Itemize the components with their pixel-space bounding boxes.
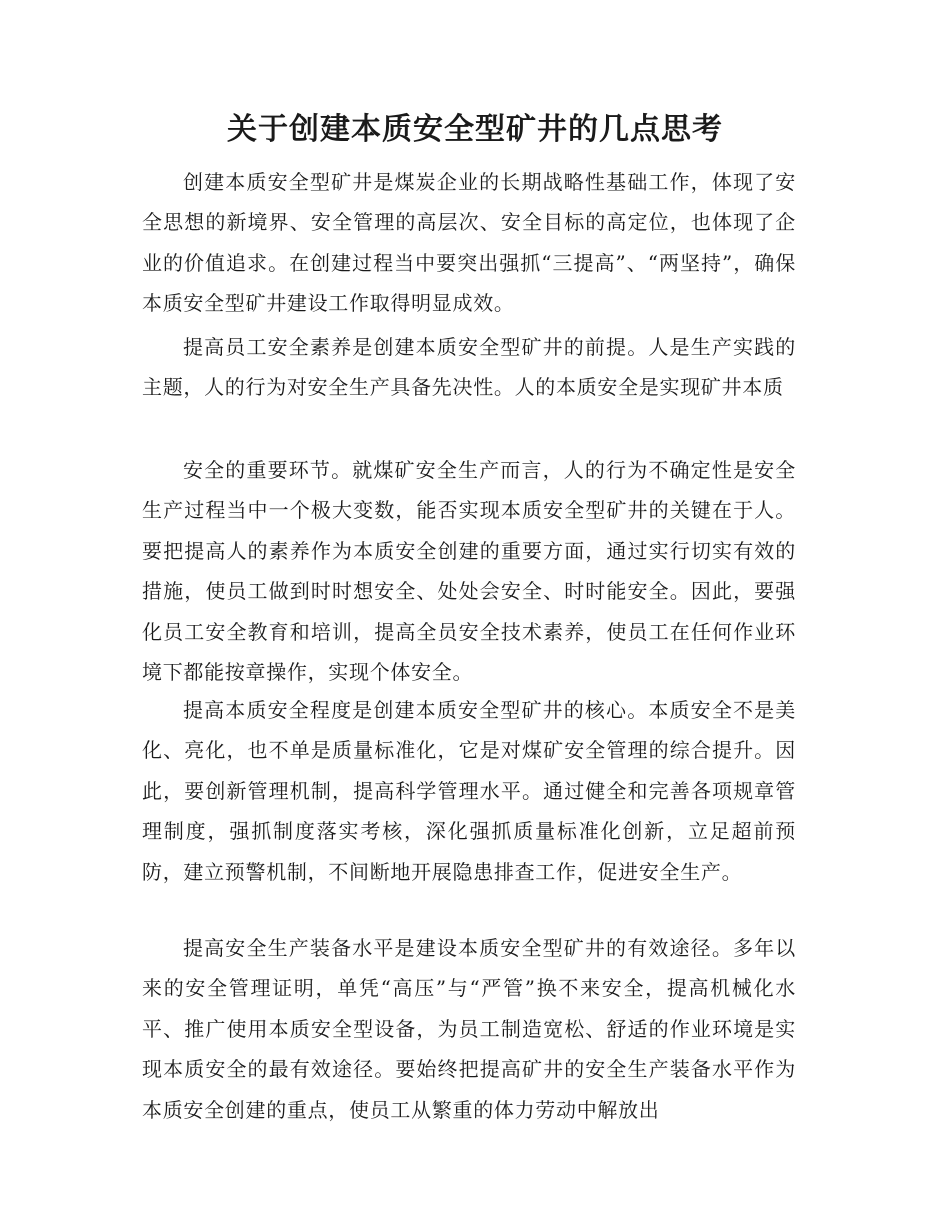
document-title: 关于创建本质安全型矿井的几点思考 [227,112,723,147]
paragraph-4: 提高本质安全程度是创建本质安全型矿井的核心。本质安全不是美化、亮化，也不单是质量标准化，它是对煤矿安全管理的综合提升。因此，要创新管理机制，提高科学管理水平。通过健全和完善各项规章管理制度，强抓制度落实考核，深化强抓质量标准化创新，立足超前预防，建立预警机制，不间断地开展隐患排查工作，促进安全生产。 [142,698,796,884]
paragraph-2: 提高员工安全素养是创建本质安全型矿井的前提。人是生产实践的主题，人的行为对安全生产具备先决性。人的本质安全是实现矿井本质 [142,335,796,400]
paragraph-5: 提高安全生产装备水平是建设本质安全型矿井的有效途径。多年以来的安全管理证明，单凭“高压”与“严管”换不来安全，提高机械化水平、推广使用本质安全型设备，为员工制造宽松、舒适的作业环境是实现本质安全的最有效途径。要始终把提高矿井的安全生产装备水平作为本质安全创建的重点，使员工从繁重的体力劳动中解放出 [142,936,796,1122]
paragraph-1: 创建本质安全型矿井是煤炭企业的长期战略性基础工作，体现了安全思想的新境界、安全管理的高层次、安全目标的高定位，也体现了企业的价值追求。在创建过程当中要突出强抓“三提高”、“两坚持”，确保本质安全型矿井建设工作取得明显成效。 [142,170,796,316]
paragraph-3: 安全的重要环节。就煤矿安全生产而言，人的行为不确定性是安全生产过程当中一个极大变数，能否实现本质安全型矿井的关键在于人。要把提高人的素养作为本质安全创建的重要方面，通过实行切实有效的措施，使员工做到时时想安全、处处会安全、时时能安全。因此，要强化员工安全教育和培训，提高全员安全技术素养，使员工在任何作业环境下都能按章操作，实现个体安全。 [142,458,796,685]
